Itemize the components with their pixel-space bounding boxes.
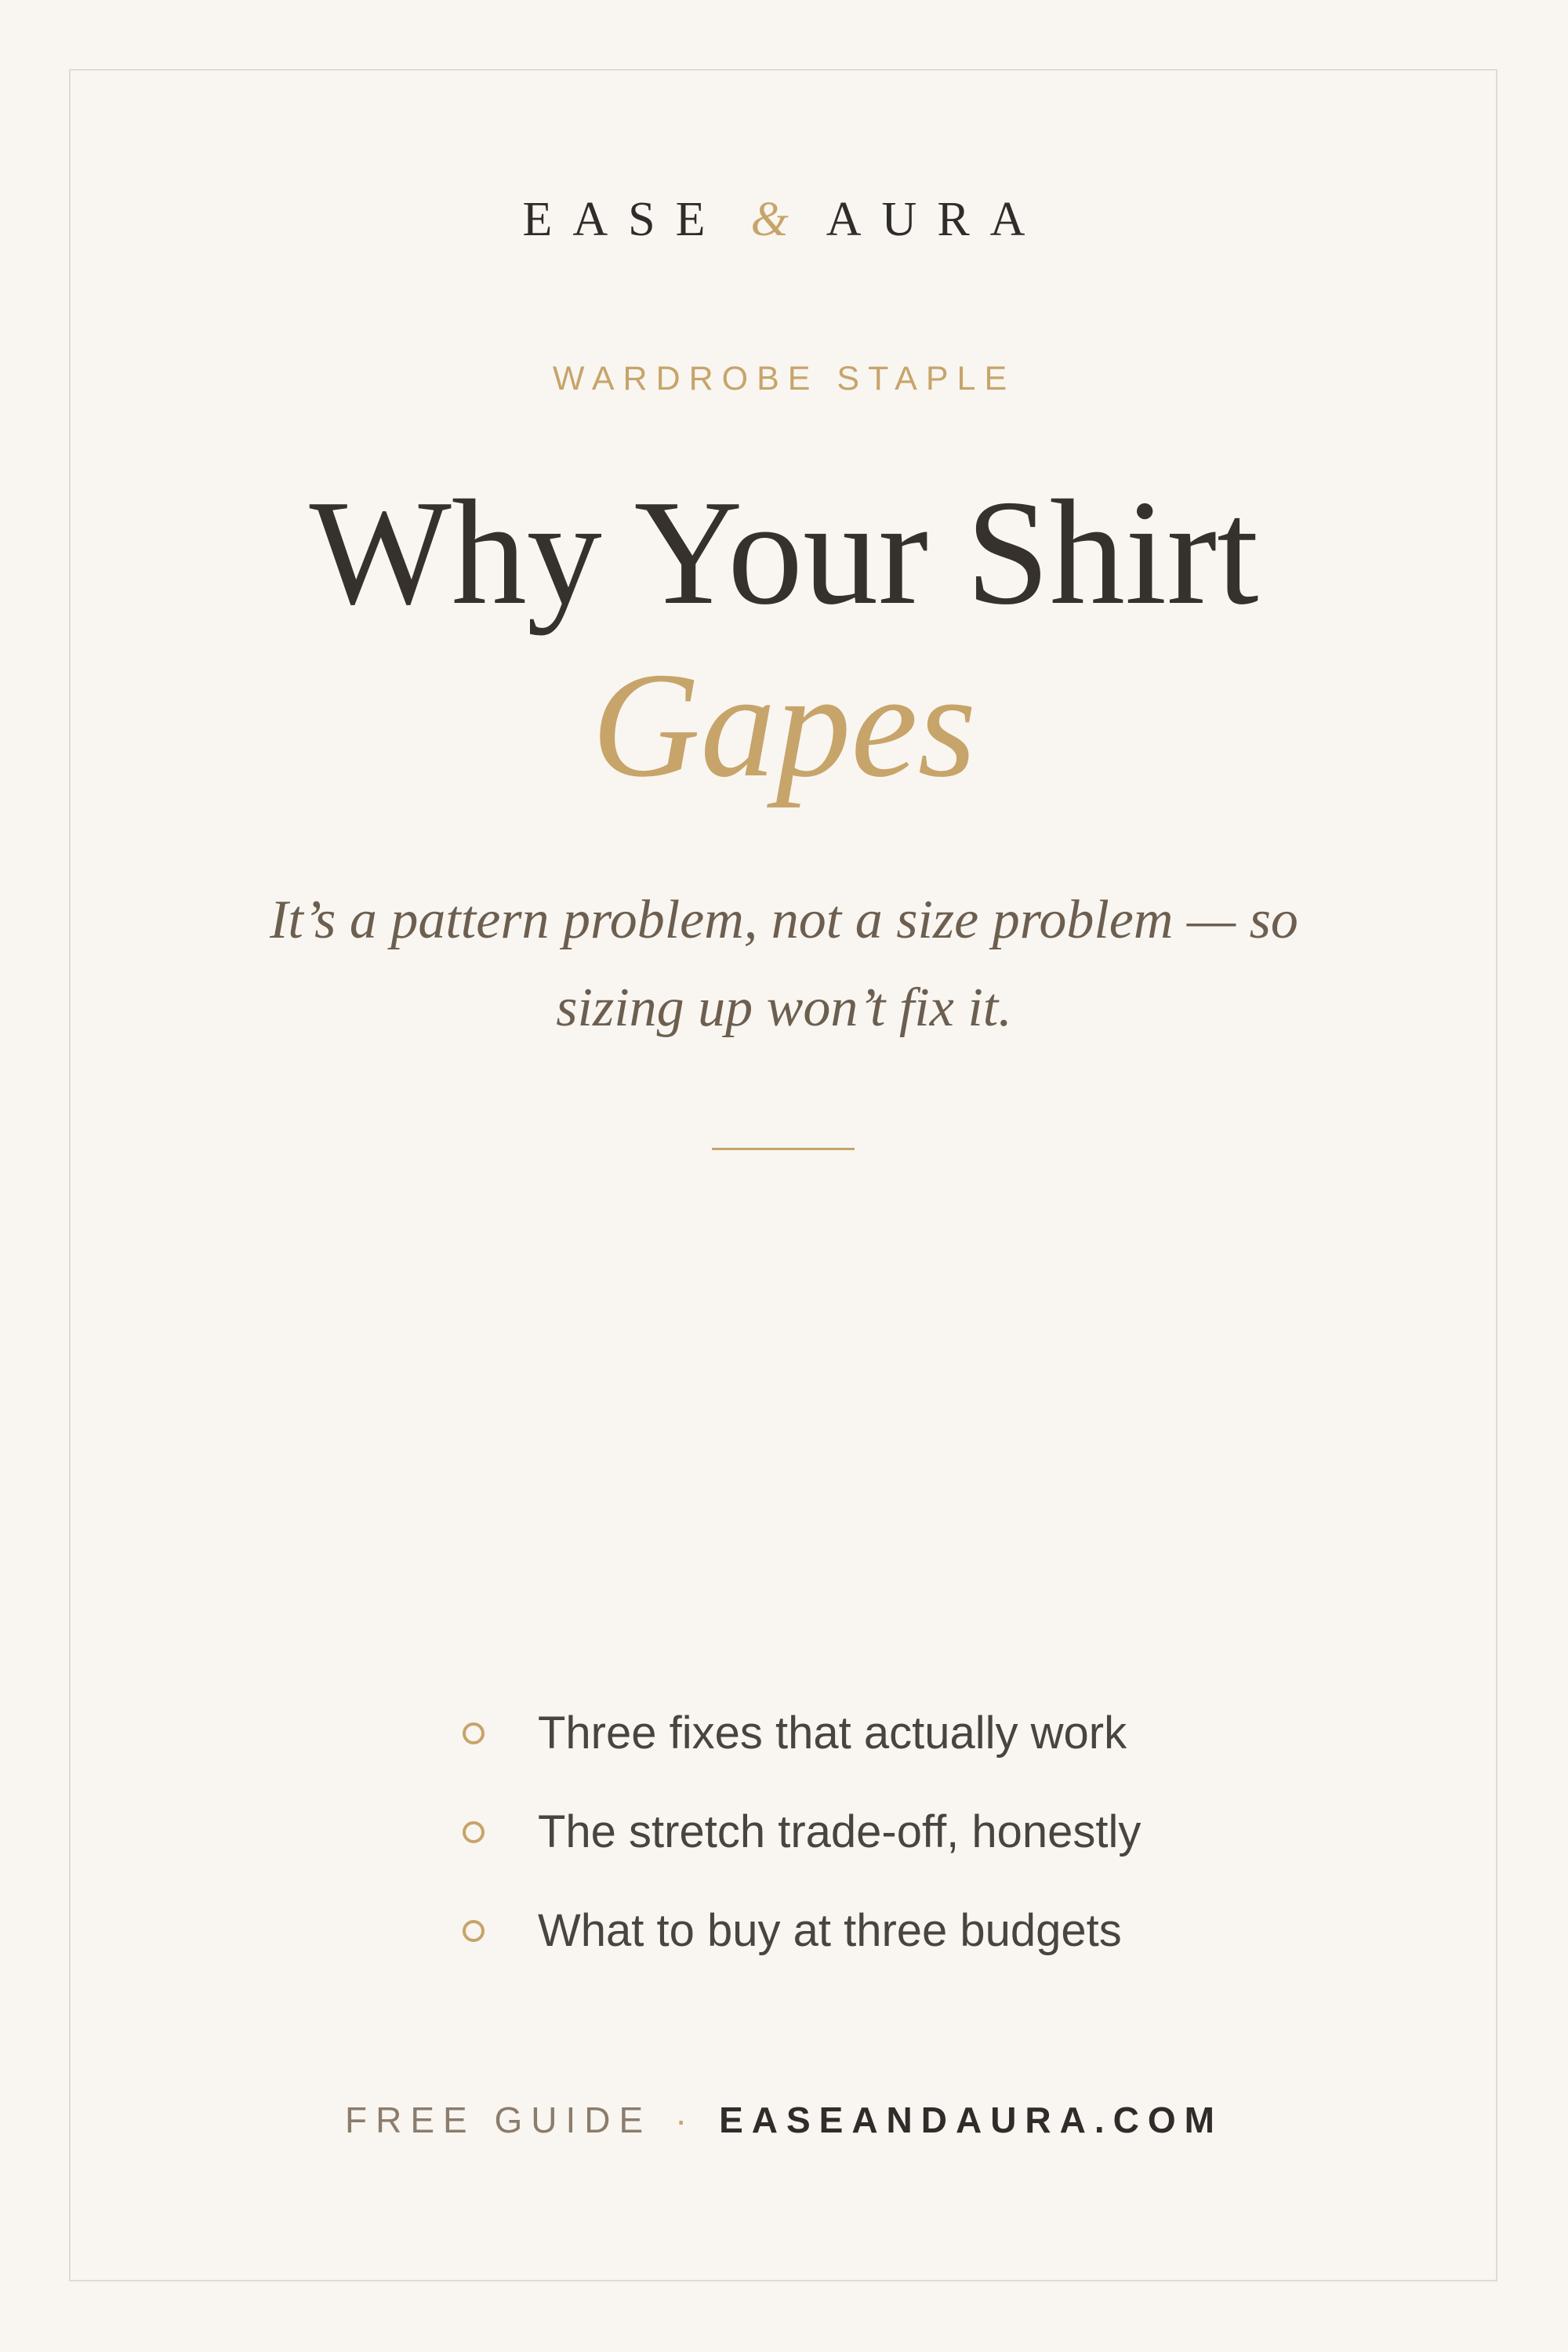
feature-label: What to buy at three budgets — [538, 1905, 1122, 1956]
circle-bullet-icon — [463, 1821, 485, 1843]
subtitle: It’s a pattern problem, not a size problem — so sizing up won’t fix it. — [270, 890, 1298, 1038]
feature-item — [463, 1783, 1141, 1882]
footer — [0, 2098, 1568, 2142]
category-kicker: WARDROBE STAPLE — [552, 360, 1016, 397]
brand-name-right: AURA — [826, 193, 1046, 246]
divider — [712, 1148, 855, 1150]
brand-name-left: EASE — [522, 193, 726, 246]
feature-label: The stretch trade-off, honestly — [538, 1806, 1142, 1857]
headline: Why Your Shirt — [309, 469, 1259, 636]
feature-list — [463, 1684, 1141, 1980]
brand-ampersand: & — [750, 193, 789, 246]
circle-bullet-icon — [463, 1722, 485, 1744]
feature-item — [463, 1684, 1141, 1783]
circle-bullet-icon — [463, 1920, 485, 1942]
headline-accent: Gapes — [591, 641, 977, 808]
feature-item — [463, 1882, 1141, 1980]
footer-label: FREE GUIDE — [345, 2100, 652, 2140]
website-link[interactable]: EASEANDAURA.COM — [719, 2100, 1223, 2140]
brand-logo — [0, 188, 1568, 251]
footer-separator: · — [674, 2100, 696, 2140]
feature-label: Three fixes that actually work — [538, 1708, 1127, 1759]
